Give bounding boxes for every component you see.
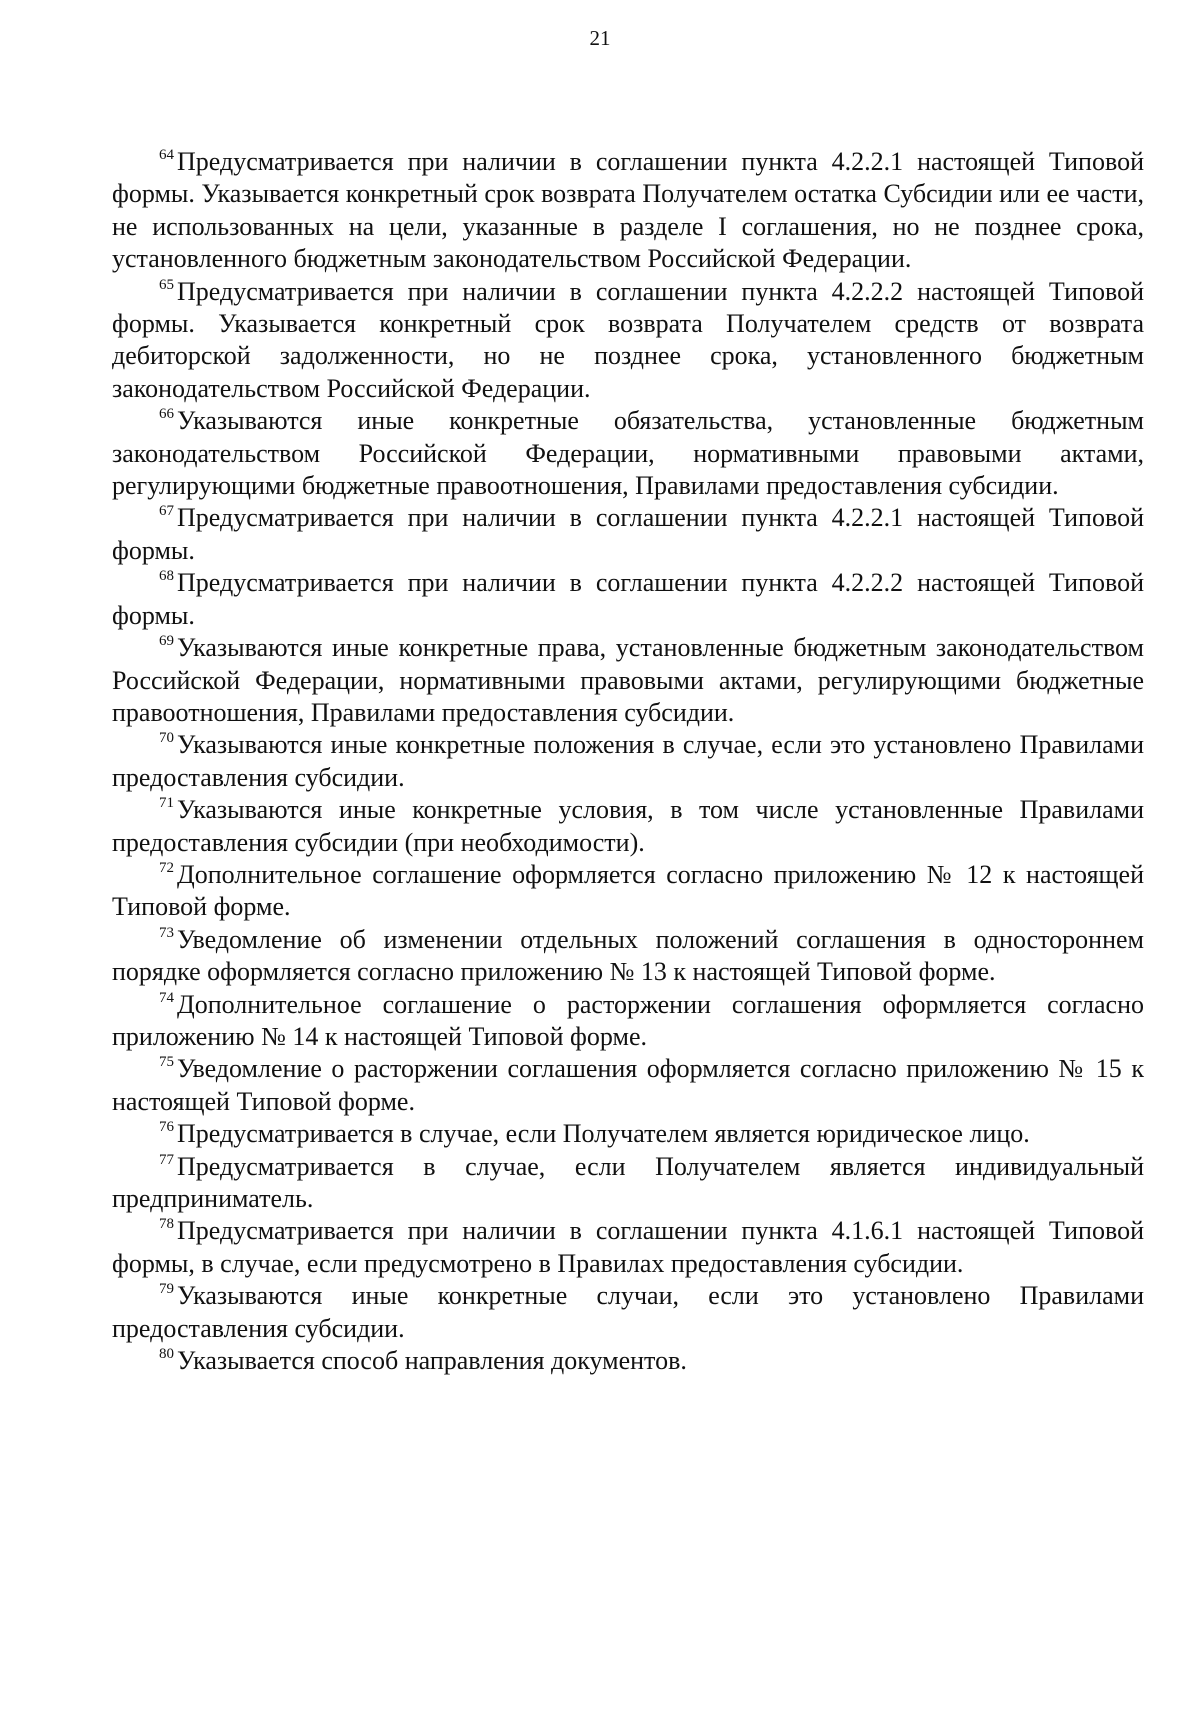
footnote-64 [112, 146, 1144, 276]
footnote-text: Дополнительное соглашение оформляется согласно приложению № 12 к настоящей Типовой форме. [112, 859, 1144, 922]
footnote-67 [112, 502, 1144, 567]
footnote-mark: 73 [159, 924, 174, 941]
footnote-text: Предусматривается при наличии в соглашении пункта 4.2.2.1 настоящей Типовой формы. [112, 503, 1144, 565]
footnote-mark: 77 [159, 1151, 174, 1168]
footnotes-list [112, 146, 1144, 1377]
footnote-text: Уведомление об изменении отдельных положений соглашения в одностороннем порядке оформляется согласно приложению № 13 к настоящей Типовой форме. [112, 924, 1144, 987]
footnote-mark: 64 [159, 147, 174, 163]
footnote-mark: 71 [159, 795, 174, 812]
footnote-80 [112, 1345, 1144, 1377]
footnote-mark: 70 [159, 730, 174, 747]
footnote-mark: 72 [159, 859, 174, 876]
footnote-71 [112, 794, 1144, 859]
footnote-65 [112, 276, 1144, 406]
footnote-text: Указываются иные конкретные обязательства, установленные бюджетным законодательством Российской Федерации, нормативными правовыми актами, регулирующими бюджетные правоотношения, Правилами предоставления субсидии. [112, 406, 1144, 501]
footnote-mark: 78 [159, 1216, 174, 1233]
footnote-68 [112, 567, 1144, 632]
footnote-mark: 69 [159, 633, 174, 650]
footnote-mark: 68 [159, 568, 174, 585]
footnote-text: Указываются иные конкретные права, установленные бюджетным законодательством Российской Федерации, нормативными правовыми актами, регулирующими бюджетные правоотношения, Правилами предоставления субсидии. [112, 633, 1144, 727]
footnote-78 [112, 1215, 1144, 1280]
footnote-70 [112, 729, 1144, 794]
footnote-text: Предусматривается при наличии в соглашении пункта 4.2.2.2 настоящей Типовой формы. Указывается конкретный срок возврата Получателем средств от возврата дебиторской задолженности, но не позднее срока, установленного бюджетным законодательством Российской Федерации. [112, 276, 1144, 403]
footnote-text: Указываются иные конкретные случаи, если это установлено Правилами предоставления субсидии. [112, 1281, 1144, 1343]
footnote-text: Указываются иные конкретные условия, в том числе установленные Правилами предоставления субсидии (при необходимости). [112, 795, 1144, 857]
footnote-mark: 75 [159, 1054, 174, 1071]
footnote-text: Предусматривается при наличии в соглашении пункта 4.2.2.2 настоящей Типовой формы. [112, 568, 1144, 630]
footnote-mark: 67 [159, 503, 174, 520]
footnote-72 [112, 859, 1144, 924]
footnote-mark: 80 [159, 1346, 174, 1363]
footnote-74 [112, 989, 1144, 1054]
footnote-text: Предусматривается в случае, если Получателем является индивидуальный предприниматель. [112, 1151, 1144, 1213]
footnote-79 [112, 1280, 1144, 1345]
footnote-mark: 79 [159, 1281, 174, 1298]
footnote-66 [112, 405, 1144, 502]
footnote-text: Уведомление о расторжении соглашения оформляется согласно приложению № 15 к настоящей Типовой форме. [112, 1054, 1144, 1116]
footnote-text: Дополнительное соглашение о расторжении соглашения оформляется согласно приложению № 14 к настоящей Типовой форме. [112, 989, 1144, 1051]
page-number: 21 [589, 26, 611, 50]
footnote-text: Указывается способ направления документов. [177, 1346, 687, 1376]
footnote-text: Указываются иные конкретные положения в случае, если это установлено Правилами предоставления субсидии. [112, 730, 1144, 792]
footnote-text: Предусматривается при наличии в соглашении пункта 4.1.6.1 настоящей Типовой формы, в случае, если предусмотрено в Правилах предоставления субсидии. [112, 1216, 1144, 1278]
footnote-mark: 65 [159, 276, 174, 293]
footnote-76 [112, 1118, 1144, 1150]
footnote-77 [112, 1151, 1144, 1216]
footnote-69 [112, 632, 1144, 729]
footnote-text: Предусматривается при наличии в соглашении пункта 4.2.2.1 настоящей Типовой формы. Указывается конкретный срок возврата Получателем остатка Субсидии или ее части, не использованных на цели, указанные в разделе I соглашения, но не позднее срока, установленного бюджетным законодательством Российской Федерации. [112, 147, 1144, 274]
footnote-text: Предусматривается в случае, если Получателем является юридическое лицо. [177, 1119, 1030, 1149]
footnote-mark: 74 [159, 989, 174, 1006]
footnote-mark: 76 [159, 1119, 174, 1136]
footnote-75 [112, 1053, 1144, 1118]
footnote-73 [112, 924, 1144, 989]
footnote-mark: 66 [159, 406, 174, 423]
